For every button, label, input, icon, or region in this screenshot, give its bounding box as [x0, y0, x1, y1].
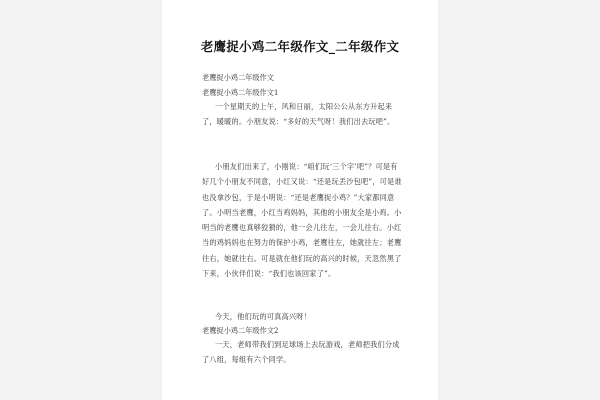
paragraph-4: 一天，老师带我们到足球场上去玩游戏，老师把我们分成了八组，每组有六个同学。 — [202, 340, 400, 365]
essay-heading: 老鹰捉小鸡二年级作文 — [202, 73, 274, 82]
document-page — [162, 0, 438, 400]
essay-subheading-2: 老鹰捉小鸡二年级作文2 — [202, 326, 279, 335]
document-title: 老鹰捉小鸡二年级作文_二年级作文 — [200, 39, 400, 54]
paragraph-2: 小朋友们出来了，小刚说：“咱们玩‘三个字’吧”？可是有好几个小朋友不同意，小红又说：“还是玩丢沙包吧”，可是谁也没拿沙包，于是小明说：“还是老鹰捉小鸡？”大家都同意了。小明当老鹰，小红当鸡妈妈，其他的小朋友全是小鸡。小明当的老鹰也真够狡猾的，他一会儿往左，一会儿往右。小红当的鸡妈妈也在努力的保护小鸡，老鹰往左，她就往左；老鹰往右，她就往右。可是就在他们玩的高兴的时候，天忽然黑了下来，小伙伴们说：“我们也该回家了”。 — [202, 162, 402, 279]
essay-subheading-1: 老鹰捉小鸡二年级作文1 — [202, 88, 279, 97]
paragraph-1: 一个星期天的上午，风和日丽，太阳公公从东方升起来了，暖暖的。小朋友说：“多好的天气呀！我们出去玩吧”。 — [202, 102, 395, 127]
paragraph-3: 今天，他们玩的可真高兴呀！ — [215, 312, 312, 321]
